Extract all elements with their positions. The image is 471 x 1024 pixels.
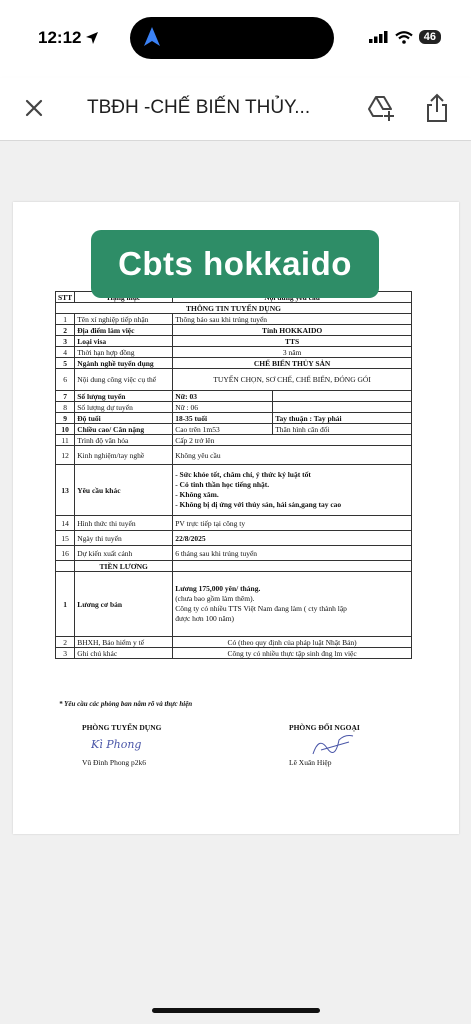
recruitment-dept-title: PHÒNG TUYỂN DỤNG — [82, 723, 162, 732]
row-category: Kinh nghiệm/tay nghề — [75, 446, 173, 465]
row-number: 16 — [56, 546, 75, 561]
recruitment-table — [55, 291, 412, 659]
row-value: Tỉnh HOKKAIDO — [173, 325, 412, 336]
section-recruitment: THÔNG TIN TUYỂN DỤNG — [56, 303, 412, 314]
row-value — [173, 465, 412, 516]
table-row — [56, 531, 412, 546]
table-row — [56, 424, 412, 435]
clock — [38, 28, 99, 48]
wifi-icon — [395, 31, 413, 44]
row-category: Dự kiến xuất cảnh — [75, 546, 173, 561]
share-button[interactable] — [424, 93, 450, 123]
row-value: Có (theo quy định của pháp luật Nhật Bản) — [173, 637, 412, 648]
row-number: 4 — [56, 347, 75, 358]
add-to-drive-icon — [366, 93, 396, 123]
row-number: 1 — [56, 572, 75, 637]
salary-line: được hơn 100 năm) — [175, 614, 235, 623]
row-category: Độ tuổi — [75, 413, 173, 424]
close-icon — [24, 98, 44, 118]
requirement-line: - Không bị dị ứng với thủy sản, hải sản,gang tay cao — [175, 500, 342, 509]
table-row — [56, 572, 412, 637]
section-salary: TIỀN LƯƠNG — [75, 561, 173, 572]
table-row — [56, 413, 412, 424]
foreign-affairs-dept-title: PHÒNG ĐỐI NGOẠI — [289, 723, 360, 732]
row-value: 6 tháng sau khi trúng tuyển — [173, 546, 412, 561]
share-icon — [424, 93, 450, 123]
system-icons — [369, 30, 441, 44]
row-category: Địa điểm làm việc — [75, 325, 173, 336]
row-value: TUYỂN CHỌN, SƠ CHẾ, CHẾ BIẾN, ĐÓNG GÓI — [173, 369, 412, 391]
section-spacer — [56, 561, 75, 572]
navigation-app-icon — [142, 26, 162, 48]
row-category: Nội dung công việc cụ thể — [75, 369, 173, 391]
row-category: Chiều cao/ Cân nặng — [75, 424, 173, 435]
table-row — [56, 446, 412, 465]
row-category: Ngày thi tuyển — [75, 531, 173, 546]
row-value: Nữ: 03 — [173, 391, 273, 402]
home-indicator[interactable] — [152, 1008, 320, 1013]
signature-handwriting: Kì Phong — [91, 738, 142, 751]
handwritten-signature — [91, 734, 171, 756]
row-value: Nữ : 06 — [173, 402, 273, 413]
row-number: 12 — [56, 446, 75, 465]
table-row — [56, 358, 412, 369]
recruitment-signer-name: Vũ Đình Phong p2k6 — [82, 758, 146, 767]
add-to-drive-button[interactable] — [366, 93, 396, 123]
row-value-2 — [273, 391, 412, 402]
table-row — [56, 648, 412, 659]
row-category: Ngành nghề tuyển dụng — [75, 358, 173, 369]
table-row — [56, 465, 412, 516]
header-stt: STT — [56, 292, 75, 303]
table-row — [56, 516, 412, 531]
row-category: Hình thức thi tuyển — [75, 516, 173, 531]
row-category: Ghi chú khác — [75, 648, 173, 659]
row-value: PV trực tiếp tại công ty — [173, 516, 412, 531]
section-row — [56, 303, 412, 314]
row-number: 5 — [56, 358, 75, 369]
row-value — [173, 572, 412, 637]
row-value: 22/8/2025 — [173, 531, 412, 546]
row-category: Số lượng tuyển — [75, 391, 173, 402]
requirement-line: - Không xăm. — [175, 490, 219, 499]
row-category: Tên xí nghiệp tiếp nhận — [75, 314, 173, 325]
dynamic-island — [130, 17, 334, 59]
table-row — [56, 435, 412, 446]
row-value: TTS — [173, 336, 412, 347]
section-spacer — [173, 561, 412, 572]
salary-line: (chưa bao gồm làm thêm). — [175, 594, 255, 603]
row-number: 11 — [56, 435, 75, 446]
location-arrow-icon — [85, 31, 99, 45]
salary-line: Lương 175,000 yên/ tháng. — [175, 584, 261, 593]
battery-indicator: 46 — [419, 30, 441, 44]
status-bar — [0, 0, 471, 78]
document-page — [13, 202, 459, 834]
handwritten-signature — [309, 730, 359, 758]
document-title: TBĐH -CHẾ BIẾN THỦY... — [87, 97, 311, 118]
table-row — [56, 336, 412, 347]
row-number: 8 — [56, 402, 75, 413]
row-number: 1 — [56, 314, 75, 325]
row-value: Công ty có nhiều thực tập sinh đng lm việc — [173, 648, 412, 659]
table-row — [56, 347, 412, 358]
row-number: 13 — [56, 465, 75, 516]
row-category: Loại visa — [75, 336, 173, 347]
row-value: Thông báo sau khi trúng tuyển — [173, 314, 412, 325]
row-value: 18-35 tuổi — [173, 413, 273, 424]
row-number: 6 — [56, 369, 75, 391]
table-row — [56, 369, 412, 391]
row-category: BHXH, Bảo hiểm y tế — [75, 637, 173, 648]
clock-time: 12:12 — [38, 28, 82, 47]
table-row — [56, 637, 412, 648]
row-category: Thời hạn hợp đồng — [75, 347, 173, 358]
row-value: 3 năm — [173, 347, 412, 358]
row-value-2: Thân hình cân đối — [273, 424, 412, 435]
caption-tag: Cbts hokkaido — [91, 230, 379, 298]
row-value-2: Tay thuận : Tay phải — [273, 413, 412, 424]
cellular-signal-icon — [369, 31, 389, 43]
row-number: 10 — [56, 424, 75, 435]
table-row — [56, 402, 412, 413]
row-value: Cao trên 1m53 — [173, 424, 273, 435]
row-number: 7 — [56, 391, 75, 402]
table-row — [56, 314, 412, 325]
table-row — [56, 325, 412, 336]
requirement-line: - Có tinh thần học tiếng nhật. — [175, 480, 270, 489]
row-category: Số lượng dự tuyển — [75, 402, 173, 413]
table-row — [56, 391, 412, 402]
footnote: * Yêu cầu các phòng ban nắm rõ và thực hiện — [59, 700, 193, 708]
document-viewer[interactable] — [0, 141, 471, 1024]
foreign-affairs-signer-name: Lê Xuân Hiệp — [289, 758, 332, 767]
row-number: 9 — [56, 413, 75, 424]
row-number: 15 — [56, 531, 75, 546]
row-value: Không yêu cầu — [173, 446, 412, 465]
close-button[interactable] — [20, 94, 48, 122]
row-value: CHẾ BIẾN THỦY SẢN — [173, 358, 412, 369]
row-value-2 — [273, 402, 412, 413]
row-number: 14 — [56, 516, 75, 531]
salary-line: Công ty có nhiều TTS Việt Nam đang làm ( cty thành lập — [175, 604, 347, 613]
row-number: 3 — [56, 648, 75, 659]
section-row — [56, 561, 412, 572]
row-number: 2 — [56, 637, 75, 648]
row-category: Yêu cầu khác — [75, 465, 173, 516]
table-row — [56, 546, 412, 561]
row-number: 2 — [56, 325, 75, 336]
requirement-line: - Sức khỏe tốt, chăm chỉ, ý thức kỷ luật tốt — [175, 470, 311, 479]
row-number: 3 — [56, 336, 75, 347]
viewer-toolbar — [0, 78, 471, 141]
row-category: Lương cơ bản — [75, 572, 173, 637]
row-value: Cấp 2 trở lên — [173, 435, 412, 446]
row-category: Trình độ văn hóa — [75, 435, 173, 446]
